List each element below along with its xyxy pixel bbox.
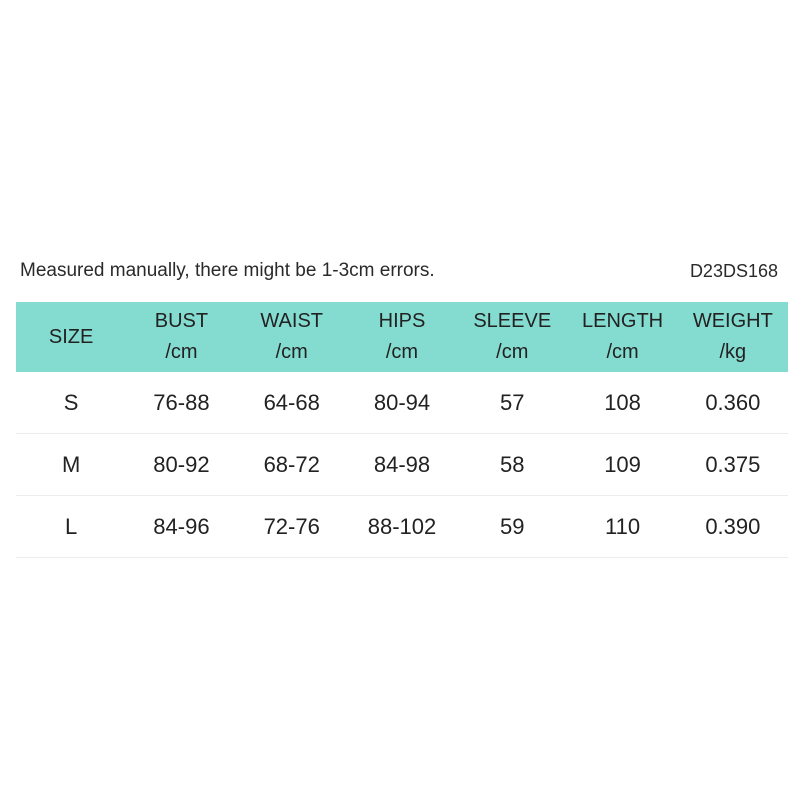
header-unit: /cm <box>496 341 529 363</box>
cell-bust: 84-96 <box>126 496 236 558</box>
header-size <box>16 302 126 372</box>
cell-waist: 64-68 <box>237 372 347 434</box>
header-label: SLEEVE <box>473 310 552 332</box>
table-row <box>16 496 788 558</box>
cell-length: 108 <box>567 372 677 434</box>
header-bust <box>126 302 236 372</box>
cell-length: 109 <box>567 434 677 496</box>
table-row <box>16 372 788 434</box>
header-waist <box>237 302 347 372</box>
cell-weight: 0.390 <box>678 496 788 558</box>
cell-bust: 80-92 <box>126 434 236 496</box>
header-unit: /cm <box>165 341 198 363</box>
cell-hips: 80-94 <box>347 372 457 434</box>
cell-waist: 72-76 <box>237 496 347 558</box>
header-label: HIPS <box>378 310 426 332</box>
cell-waist: 68-72 <box>237 434 347 496</box>
cell-hips: 88-102 <box>347 496 457 558</box>
table-header-row <box>16 302 788 372</box>
size-chart-table <box>16 302 788 558</box>
table-row <box>16 434 788 496</box>
cell-length: 110 <box>567 496 677 558</box>
cell-size: L <box>16 496 126 558</box>
cell-weight: 0.375 <box>678 434 788 496</box>
product-code: D23DS168 <box>689 260 778 281</box>
header-label: LENGTH <box>581 310 664 332</box>
header-sleeve <box>457 302 567 372</box>
note-bar <box>20 256 778 286</box>
cell-sleeve: 57 <box>457 372 567 434</box>
header-unit: /cm <box>385 341 419 363</box>
header-unit: /cm <box>275 341 308 363</box>
header-length <box>567 302 677 372</box>
header-label: WEIGHT <box>692 310 773 332</box>
header-weight <box>678 302 788 372</box>
cell-sleeve: 58 <box>457 434 567 496</box>
measurement-note: Measured manually, there might be 1-3cm errors. <box>20 260 435 281</box>
cell-size: M <box>16 434 126 496</box>
cell-bust: 76-88 <box>126 372 236 434</box>
cell-weight: 0.360 <box>678 372 788 434</box>
header-label: SIZE <box>48 325 94 348</box>
header-label: WAIST <box>260 310 323 332</box>
cell-size: S <box>16 372 126 434</box>
header-unit: /kg <box>719 341 747 363</box>
header-unit: /cm <box>606 341 639 363</box>
header-hips <box>347 302 457 372</box>
cell-sleeve: 59 <box>457 496 567 558</box>
header-label: BUST <box>154 310 209 332</box>
cell-hips: 84-98 <box>347 434 457 496</box>
